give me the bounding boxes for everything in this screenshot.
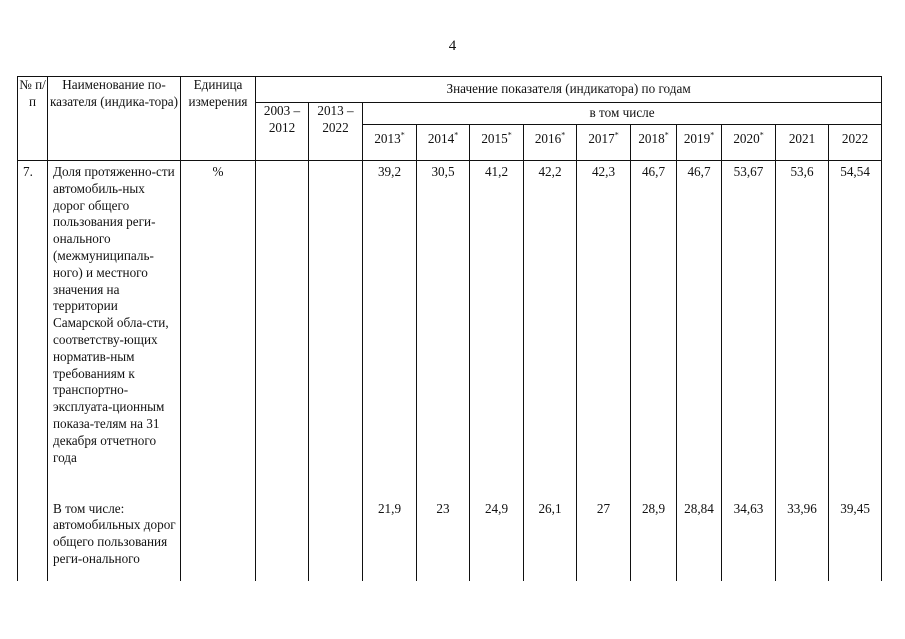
header-year-2019 <box>677 125 722 161</box>
header-year-2014 <box>417 125 470 161</box>
value-cell-2018: 46,7 <box>631 161 677 501</box>
value-cell-2016: 26,1 <box>524 501 577 581</box>
value-cell-2021: 53,6 <box>776 161 829 501</box>
indicator-name: Доля протяженно-сти автомобиль-ных дорог общего пользования реги-онального (межмуниципаль-ного) и местного значения на территории Самарской обла-сти, соответству-ющих норматив-ным требованиям к транспортно-эксплуата-ционным показа-телям на 31 декабря отчетного года <box>48 161 181 501</box>
value-cell-2016: 42,2 <box>524 161 577 501</box>
value-cell-2015: 24,9 <box>470 501 524 581</box>
unit-cell <box>181 501 256 581</box>
year-footnote-mark: * <box>561 130 566 140</box>
value-cell-2020: 34,63 <box>722 501 776 581</box>
period-cell <box>256 161 309 501</box>
header-year-2016 <box>524 125 577 161</box>
value-cell-2017: 27 <box>577 501 631 581</box>
page-number: 4 <box>448 38 457 54</box>
header-values-title: Значение показателя (индикатора) по годам <box>256 77 882 103</box>
value-cell-2022: 39,45 <box>829 501 882 581</box>
period-cell <box>256 501 309 581</box>
year-label: 2015 <box>481 131 508 146</box>
year-label: 2014 <box>427 131 455 146</box>
year-footnote-mark: * <box>759 130 764 140</box>
year-footnote-mark: * <box>454 130 459 140</box>
header-year-2021 <box>776 125 829 161</box>
year-footnote-mark: * <box>664 130 669 140</box>
period-cell <box>309 161 363 501</box>
unit-cell: % <box>181 161 256 501</box>
value-cell-2013: 21,9 <box>363 501 417 581</box>
year-label: 2017 <box>588 131 615 146</box>
value-cell-2020: 53,67 <box>722 161 776 501</box>
row-num: 7. <box>18 161 48 501</box>
header-name: Наименование по-казателя (индика-тора) <box>48 77 181 161</box>
period-cell <box>309 501 363 581</box>
header-period-2003-2012: 2003 – 2012 <box>256 103 309 161</box>
header-period-2013-2022: 2013 – 2022 <box>309 103 363 161</box>
year-label: 2019 <box>683 131 711 146</box>
header-year-2017 <box>577 125 631 161</box>
table-row <box>18 501 882 581</box>
header-num: № п/п <box>18 77 48 161</box>
header-including: в том числе <box>363 103 882 125</box>
header-year-2013 <box>363 125 417 161</box>
header-year-2015 <box>470 125 524 161</box>
header-unit: Единица измерения <box>181 77 256 161</box>
row-num <box>18 501 48 581</box>
table-row <box>18 161 882 501</box>
value-cell-2014: 23 <box>417 501 470 581</box>
indicator-name: В том числе: автомобильных дорог общего пользования реги-онального <box>48 501 181 581</box>
value-cell-2019: 46,7 <box>677 161 722 501</box>
header-year-2022 <box>829 125 882 161</box>
value-cell-2017: 42,3 <box>577 161 631 501</box>
value-cell-2018: 28,9 <box>631 501 677 581</box>
value-cell-2021: 33,96 <box>776 501 829 581</box>
value-cell-2013: 39,2 <box>363 161 417 501</box>
year-footnote-mark: * <box>507 130 512 140</box>
year-footnote-mark: * <box>400 130 405 140</box>
header-year-2020 <box>722 125 776 161</box>
year-label: 2020 <box>733 131 760 146</box>
value-cell-2015: 41,2 <box>470 161 524 501</box>
year-label: 2018 <box>638 131 665 146</box>
indicator-table <box>17 76 882 581</box>
value-cell-2022: 54,54 <box>829 161 882 501</box>
value-cell-2019: 28,84 <box>677 501 722 581</box>
year-label: 2013 <box>374 131 401 146</box>
year-footnote-mark: * <box>710 130 715 140</box>
year-label: 2021 <box>788 131 816 146</box>
year-label: 2016 <box>534 131 562 146</box>
year-footnote-mark: * <box>614 130 619 140</box>
year-label: 2022 <box>841 131 869 146</box>
header-year-2018 <box>631 125 677 161</box>
value-cell-2014: 30,5 <box>417 161 470 501</box>
